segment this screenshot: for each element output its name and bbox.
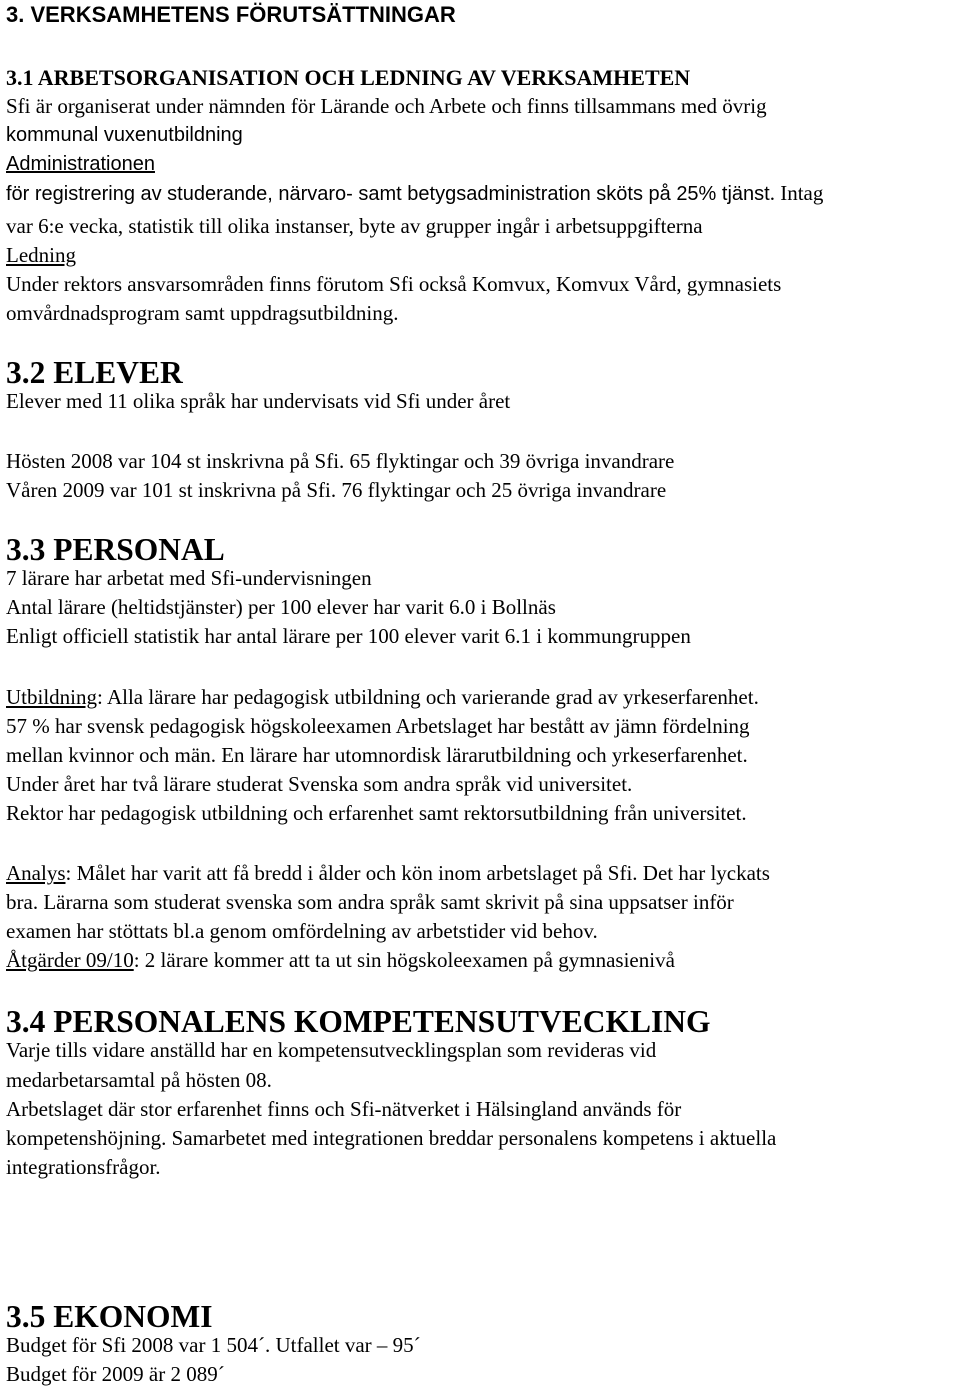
paragraph-line: Arbetslaget där stor erfarenhet finns och Sfi-nätverket i Hälsingland används för [6,1097,682,1121]
heading-3-2: 3.2 ELEVER [6,355,183,390]
paragraph-line: Sfi är organiserat under nämnden för Lärande och Arbete och finns tillsammans med övrig [6,94,767,118]
paragraph-line: Budget för Sfi 2008 var 1 504´. Utfallet var – 95´ [6,1333,421,1357]
paragraph-line: Rektor har pedagogisk utbildning och erfarenhet samt rektorsutbildning från universitet. [6,801,747,825]
paragraph-line: medarbetarsamtal på hösten 08. [6,1068,272,1092]
heading-3-3: 3.3 PERSONAL [6,532,225,567]
paragraph-line: 57 % har svensk pedagogisk högskoleexamen Arbetslaget har bestått av jämn fördelning [6,714,750,738]
paragraph-line: Elever med 11 olika språk har undervisats vid Sfi under året [6,389,511,413]
paragraph-line [6,946,675,975]
paragraph-line: examen har stöttats bl.a genom omfördelning av arbetstider vid behov. [6,919,598,943]
paragraph-line [6,179,823,209]
subheading-ledning: Ledning [6,243,76,267]
paragraph-line: omvårdnadsprogram samt uppdragsutbildning. [6,301,399,325]
paragraph-span: för registrering av studerande, närvaro- samt betygsadministration sköts på 25% tjänst [6,183,770,205]
heading-3-1: 3.1 ARBETSORGANISATION OCH LEDNING AV VERKSAMHETEN [6,65,691,90]
label-analys: Analys [6,861,66,885]
paragraph-line: Varje tills vidare anställd har en kompetensutvecklingsplan som revideras vid [6,1038,657,1062]
paragraph-line [6,683,759,712]
paragraph-line: Budget för 2009 är 2 089´ [6,1362,225,1386]
paragraph-line [6,859,770,888]
paragraph-line: kompetenshöjning. Samarbetet med integrationen breddar personalens kompetens i aktuella [6,1126,777,1150]
paragraph-line: Våren 2009 var 101 st inskrivna på Sfi. 76 flyktingar och 25 övriga invandrare [6,478,667,502]
paragraph-line: Antal lärare (heltidstjänster) per 100 elever har varit 6.0 i Bollnäs [6,595,556,619]
paragraph-span: : 2 lärare kommer att ta ut sin högskoleexamen på gymnasienivå [133,948,675,972]
label-atgarder: Åtgärder 09/10 [6,948,134,972]
paragraph-span: : Alla lärare har pedagogisk utbildning och varierande grad av yrkeserfarenhet. [97,685,759,709]
heading-3-5: 3.5 EKONOMI [6,1299,213,1334]
paragraph-line: 7 lärare har arbetat med Sfi-undervisningen [6,566,372,590]
paragraph-line: kommunal vuxenutbildning [6,124,243,146]
heading-3-4: 3.4 PERSONALENS KOMPETENSUTVECKLING [6,1004,711,1039]
paragraph-span: : Målet har varit att få bredd i ålder och kön inom arbetslaget på Sfi. Det har lyckats [65,861,770,885]
paragraph-line: bra. Lärarna som studerat svenska som andra språk samt skrivit på sina uppsatser inför [6,890,734,914]
paragraph-line: Hösten 2008 var 104 st inskrivna på Sfi. 65 flyktingar och 39 övriga invandrare [6,449,675,473]
paragraph-line: Enligt officiell statistik har antal lärare per 100 elever varit 6.1 i kommungruppen [6,624,691,648]
subheading-administrationen: Administrationen [6,153,155,175]
paragraph-line: integrationsfrågor. [6,1155,161,1179]
paragraph-line: mellan kvinnor och män. En lärare har utomnordisk lärarutbildning och yrkeserfarenhet. [6,743,748,767]
paragraph-line: Under rektors ansvarsområden finns förutom Sfi också Komvux, Komvux Vård, gymnasiets [6,272,782,296]
paragraph-line: var 6:e vecka, statistik till olika instanser, byte av grupper ingår i arbetsuppgifterna [6,214,703,238]
section-heading-3: 3. VERKSAMHETENS FÖRUTSÄTTNINGAR [6,2,456,27]
paragraph-line: Under året har två lärare studerat Svenska som andra språk vid universitet. [6,772,633,796]
label-utbildning: Utbildning [6,685,98,709]
paragraph-span: . Intag [769,181,824,205]
